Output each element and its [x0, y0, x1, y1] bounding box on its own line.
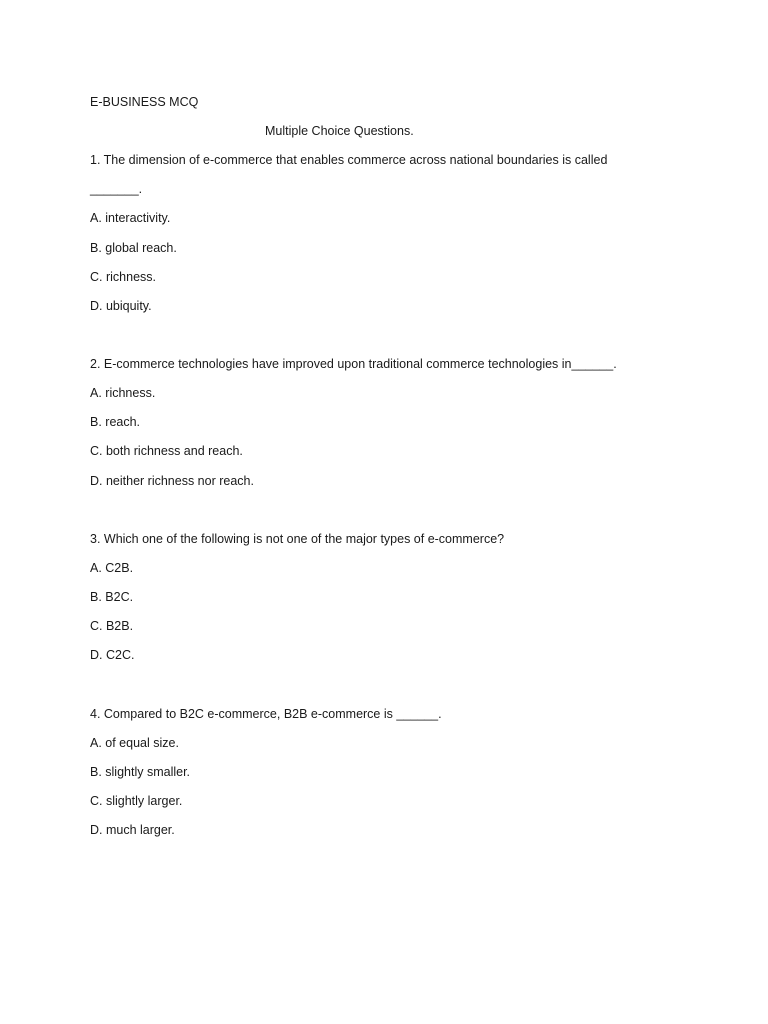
- question-4-option-d: D. much larger.: [90, 823, 175, 837]
- question-3-option-c: C. B2B.: [90, 619, 134, 633]
- question-2-option-a: A. richness.: [90, 386, 156, 400]
- question-4-option-b: B. slightly smaller.: [90, 765, 191, 779]
- question-4-text: 4. Compared to B2C e-commerce, B2B e-commerce is ______.: [90, 707, 442, 721]
- question-1-option-b: B. global reach.: [90, 241, 177, 255]
- question-1-option-a: A. interactivity.: [90, 211, 171, 225]
- document-subtitle: Multiple Choice Questions.: [265, 124, 414, 138]
- question-2-text: 2. E-commerce technologies have improved upon traditional commerce technologies in______.: [90, 357, 617, 371]
- question-3-option-b: B. B2C.: [90, 590, 134, 604]
- document-header: E-BUSINESS MCQ: [90, 95, 199, 109]
- question-1-text-continued: _______.: [90, 182, 143, 196]
- question-4-option-c: C. slightly larger.: [90, 794, 183, 808]
- question-3-option-d: D. C2C.: [90, 648, 135, 662]
- question-2-option-b: B. reach.: [90, 415, 141, 429]
- question-1-text: 1. The dimension of e-commerce that enables commerce across national boundaries is called: [90, 153, 608, 167]
- question-3-text: 3. Which one of the following is not one of the major types of e-commerce?: [90, 532, 505, 546]
- question-2-option-d: D. neither richness nor reach.: [90, 474, 254, 488]
- question-2-option-c: C. both richness and reach.: [90, 444, 243, 458]
- question-1-option-c: C. richness.: [90, 270, 156, 284]
- question-3-option-a: A. C2B.: [90, 561, 134, 575]
- question-1-option-d: D. ubiquity.: [90, 299, 152, 313]
- question-4-option-a: A. of equal size.: [90, 736, 179, 750]
